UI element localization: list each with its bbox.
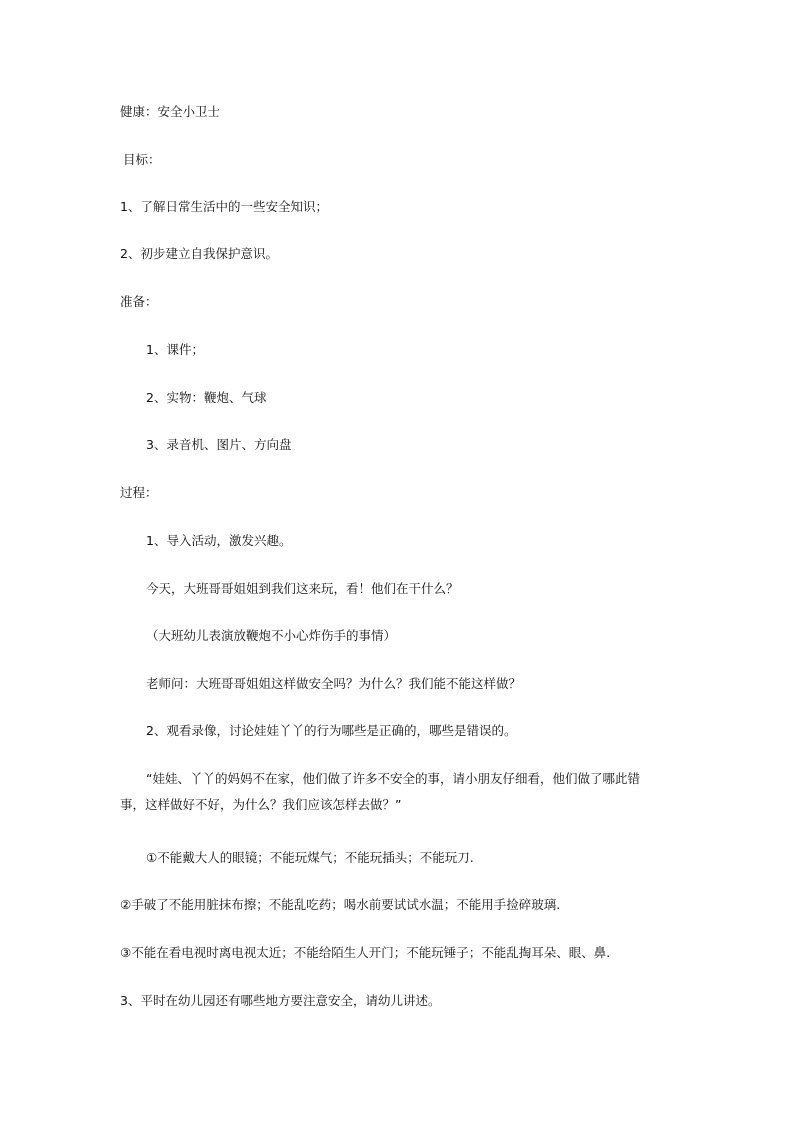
process-step-2-point-2: ②手破了不能用脏抹布擦；不能乱吃药；喝水前要试试水温；不能用手捡碎玻璃. — [120, 897, 561, 912]
process-step-2-point-3: ③不能在看电视时离电视太近；不能给陌生人开门；不能玩锤子；不能乱掏耳朵、眼、鼻. — [120, 945, 611, 960]
preparation-item-2: 2、实物：鞭炮、气球 — [146, 390, 267, 405]
process-step-3: 3、平时在幼儿园还有哪些地方要注意安全，请幼儿讲述。 — [120, 993, 441, 1008]
process-step-1-text-1: 今天，大班哥哥姐姐到我们这来玩，看！他们在干什么？ — [146, 581, 459, 596]
document-title: 健康：安全小卫士 — [120, 104, 221, 119]
goal-item-2: 2、初步建立自我保护意识。 — [120, 246, 278, 261]
process-step-2: 2、观看录像，讨论娃娃丫丫的行为哪些是正确的，哪些是错误的。 — [146, 723, 517, 738]
goal-item-1: 1、了解日常生活中的一些安全知识； — [120, 199, 328, 214]
process-heading: 过程： — [120, 485, 158, 500]
process-step-1-text-3: 老师问：大班哥哥姐姐这样做安全吗？为什么？我们能不能这样做？ — [146, 676, 522, 691]
process-step-2-quote: “娃娃、丫丫的妈妈不在家，他们做了许多不安全的事，请小朋友仔细看，他们做了哪此错事，这样做好不好，为什么？我们应该怎样去做？” — [120, 771, 640, 812]
preparation-heading: 准备： — [120, 294, 158, 309]
goals-heading: 目标： — [123, 152, 161, 167]
process-step-1-text-2: （大班幼儿表演放鞭炮不小心炸伤手的事情） — [146, 628, 397, 643]
process-step-2-point-1: ①不能戴大人的眼镜；不能玩煤气；不能玩插头；不能玩刀. — [146, 850, 474, 865]
process-step-1: 1、导入活动，激发兴趣。 — [146, 533, 292, 548]
preparation-item-3: 3、录音机、图片、方向盘 — [146, 437, 292, 452]
preparation-item-1: 1、课件； — [146, 342, 204, 357]
